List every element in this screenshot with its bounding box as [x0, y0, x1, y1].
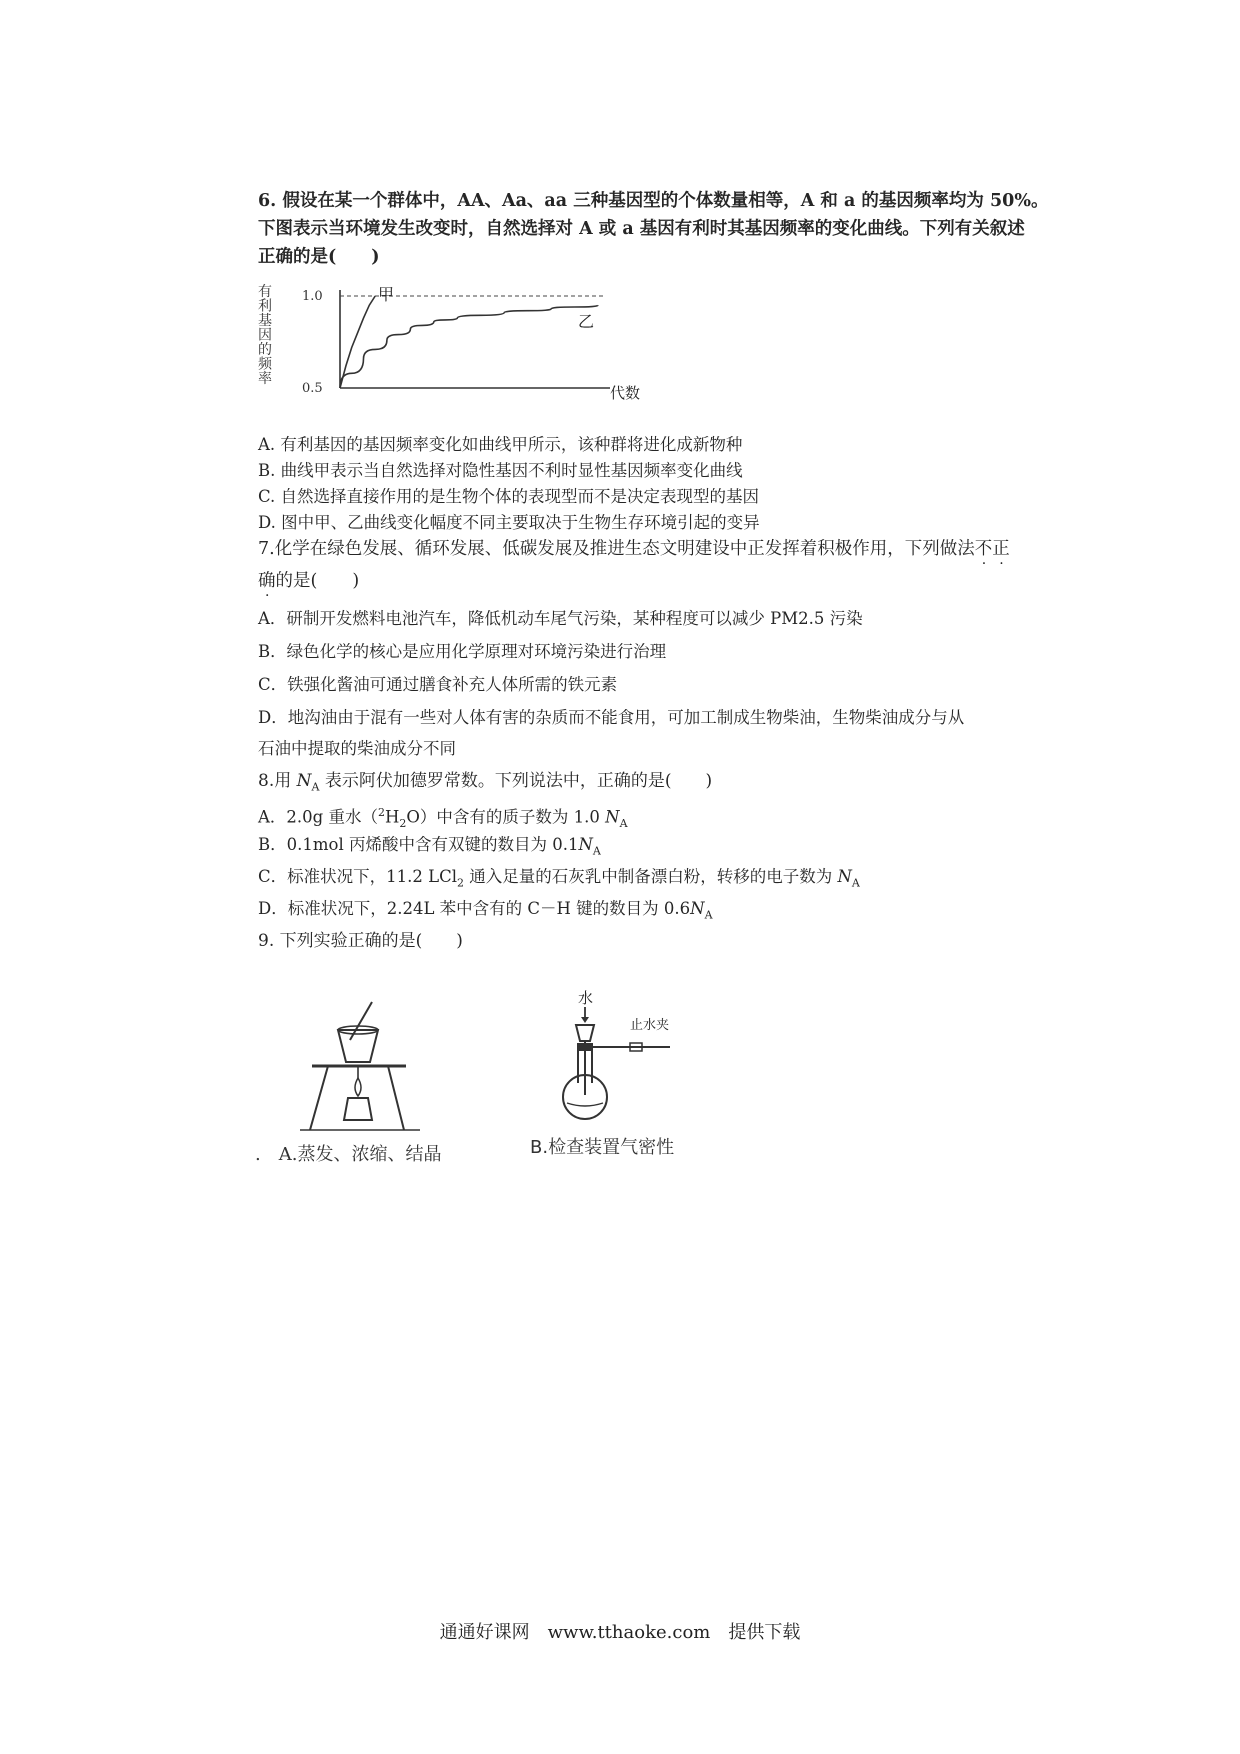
- q7-option-d-line1: D．地沟油由于混有一些对人体有害的杂质而不能食用，可加工制成生物柴油，生物柴油成分与从: [258, 708, 965, 727]
- q8-c-text1: C．标准状况下，11.2 LCl: [258, 867, 457, 886]
- figure-b-caption: B.检查装置气密性: [530, 1137, 675, 1158]
- na-subscript: A: [311, 780, 320, 794]
- q6-stem-line3: 正确的是( ): [258, 247, 380, 267]
- q6-option-a: A. 有利基因的基因频率变化如曲线甲所示，该种群将进化成新物种: [258, 435, 743, 454]
- alcohol-lamp: [344, 1098, 372, 1120]
- figure-a-dot: .: [255, 1144, 261, 1165]
- na-subscript: A: [592, 844, 601, 858]
- q8-option-d: [258, 898, 713, 926]
- q7-option-d-line2: 石油中提取的柴油成分不同: [258, 739, 456, 758]
- y-axis-label-char: 率: [258, 371, 272, 387]
- figure-a-caption-text: A.蒸发、浓缩、结晶: [278, 1144, 442, 1165]
- q7-emphasis-que: 确: [258, 571, 276, 591]
- separatory-funnel: [576, 1025, 594, 1041]
- na-subscript: A: [619, 816, 628, 830]
- q6-option-b: B. 曲线甲表示当自然选择对隐性基因不利时显性基因频率变化曲线: [258, 461, 743, 480]
- y-axis-label-char: 有: [258, 284, 272, 300]
- q8-a-sup: 2: [377, 806, 385, 819]
- q6-stem-line1: 6. 假设在某一个群体中，AA、Aa、aa 三种基因型的个体数量相等，A 和 a 的基因频率均为 50%。: [258, 191, 1049, 211]
- water-label: 水: [578, 989, 594, 1007]
- q8-stem-suffix: 表示阿伏加德罗常数。下列说法中，正确的是( ): [319, 771, 713, 791]
- water-arrow-head: [581, 1017, 589, 1023]
- series-line-yi: [340, 305, 598, 388]
- na-symbol: N: [837, 867, 852, 886]
- q8-c-sub: 2: [456, 876, 464, 890]
- y-axis-label-char: 的: [258, 342, 272, 358]
- q8-c-text2: 通入足量的石灰乳中制备漂白粉，转移的电子数为: [463, 867, 838, 886]
- q8-option-c: [258, 866, 860, 894]
- q8-stem: [258, 770, 712, 798]
- q7-option-b: B．绿色化学的核心是应用化学原理对环境污染进行治理: [258, 642, 667, 661]
- q8-d-text: D．标准状况下，2.24L 苯中含有的 C－H 键的数目为 0.6: [258, 899, 691, 918]
- q8-option-a: [258, 802, 628, 835]
- q6-option-d: D. 图中甲、乙曲线变化幅度不同主要取决于生物生存环境引起的变异: [258, 513, 760, 532]
- q7-option-a: A．研制开发燃料电池汽车，降低机动车尾气污染，某种程度可以减少 PM2.5 污染: [258, 609, 863, 628]
- q8-a-sub: 2: [399, 816, 407, 830]
- na-subscript: A: [704, 908, 713, 922]
- alcohol-lamp-flame: [355, 1078, 361, 1096]
- tripod-leg-right: [388, 1066, 404, 1130]
- na-symbol: N: [605, 807, 620, 827]
- na-symbol: N: [690, 899, 705, 918]
- q8-option-b: [258, 834, 601, 862]
- flask-liquid: [567, 1103, 603, 1106]
- q7-emphasis-zheng: 正: [992, 539, 1010, 559]
- na-symbol: N: [296, 771, 312, 791]
- airtightness-apparatus-figure: [560, 985, 690, 1120]
- y-axis-label-char: 频: [258, 356, 272, 373]
- evaporation-apparatus-figure: [300, 1000, 440, 1135]
- q7-stem-end: 的是( ): [275, 571, 360, 591]
- tripod-leg-left: [310, 1066, 328, 1130]
- q7-stem-text: 7.化学在绿色发展、循环发展、低碳发展及推进生态文明建设中正发挥着积极作用，下列做法: [258, 539, 975, 559]
- na-symbol: N: [578, 835, 593, 854]
- q8-a-text1: A．2.0g 重水（: [258, 807, 378, 827]
- q7-stem-line2: [258, 570, 359, 592]
- q8-stem-prefix: 8.用: [258, 771, 297, 791]
- stopper: [577, 1043, 593, 1051]
- na-subscript: A: [851, 876, 860, 890]
- q9-stem: 9. 下列实验正确的是( ): [258, 931, 463, 951]
- q8-a-h: H: [384, 807, 400, 827]
- q7-stem-line1: [258, 538, 1010, 560]
- q6-option-c: C. 自然选择直接作用的是生物个体的表现型而不是决定表现型的基因: [258, 487, 760, 506]
- figure-a-caption: [255, 1140, 441, 1166]
- q8-b-text: B．0.1mol 丙烯酸中含有双键的数目为 0.1: [258, 835, 579, 854]
- page-footer: 通通好课网 www.tthaoke.com 提供下载: [439, 1622, 801, 1643]
- x-axis-label: 代数: [610, 384, 641, 402]
- q6-stem-line2: 下图表示当环境发生改变时，自然选择对 A 或 a 基因有利时其基因频率的变化曲线。下列有关叙述: [258, 219, 1025, 239]
- series-label-yi: 乙: [578, 312, 595, 331]
- series-label-jia: 甲: [378, 285, 395, 304]
- q7-option-c: C．铁强化酱油可通过膳食补充人体所需的铁元素: [258, 675, 618, 694]
- y-axis-label-char: 利: [258, 298, 272, 315]
- q7-emphasis-bu: 不: [974, 539, 993, 559]
- y-tick-0-5: 0.5: [302, 381, 323, 396]
- y-tick-1-0: 1.0: [302, 289, 323, 304]
- y-axis-label: [258, 284, 273, 387]
- y-axis-label-char: 因: [258, 327, 272, 344]
- q8-a-text2: O）中含有的质子数为 1.0: [406, 807, 606, 827]
- clamp-label: 止水夹: [630, 1018, 670, 1033]
- gene-frequency-chart: [258, 282, 678, 412]
- y-axis-label-char: 基: [258, 313, 272, 329]
- evaporating-dish: [338, 1030, 378, 1062]
